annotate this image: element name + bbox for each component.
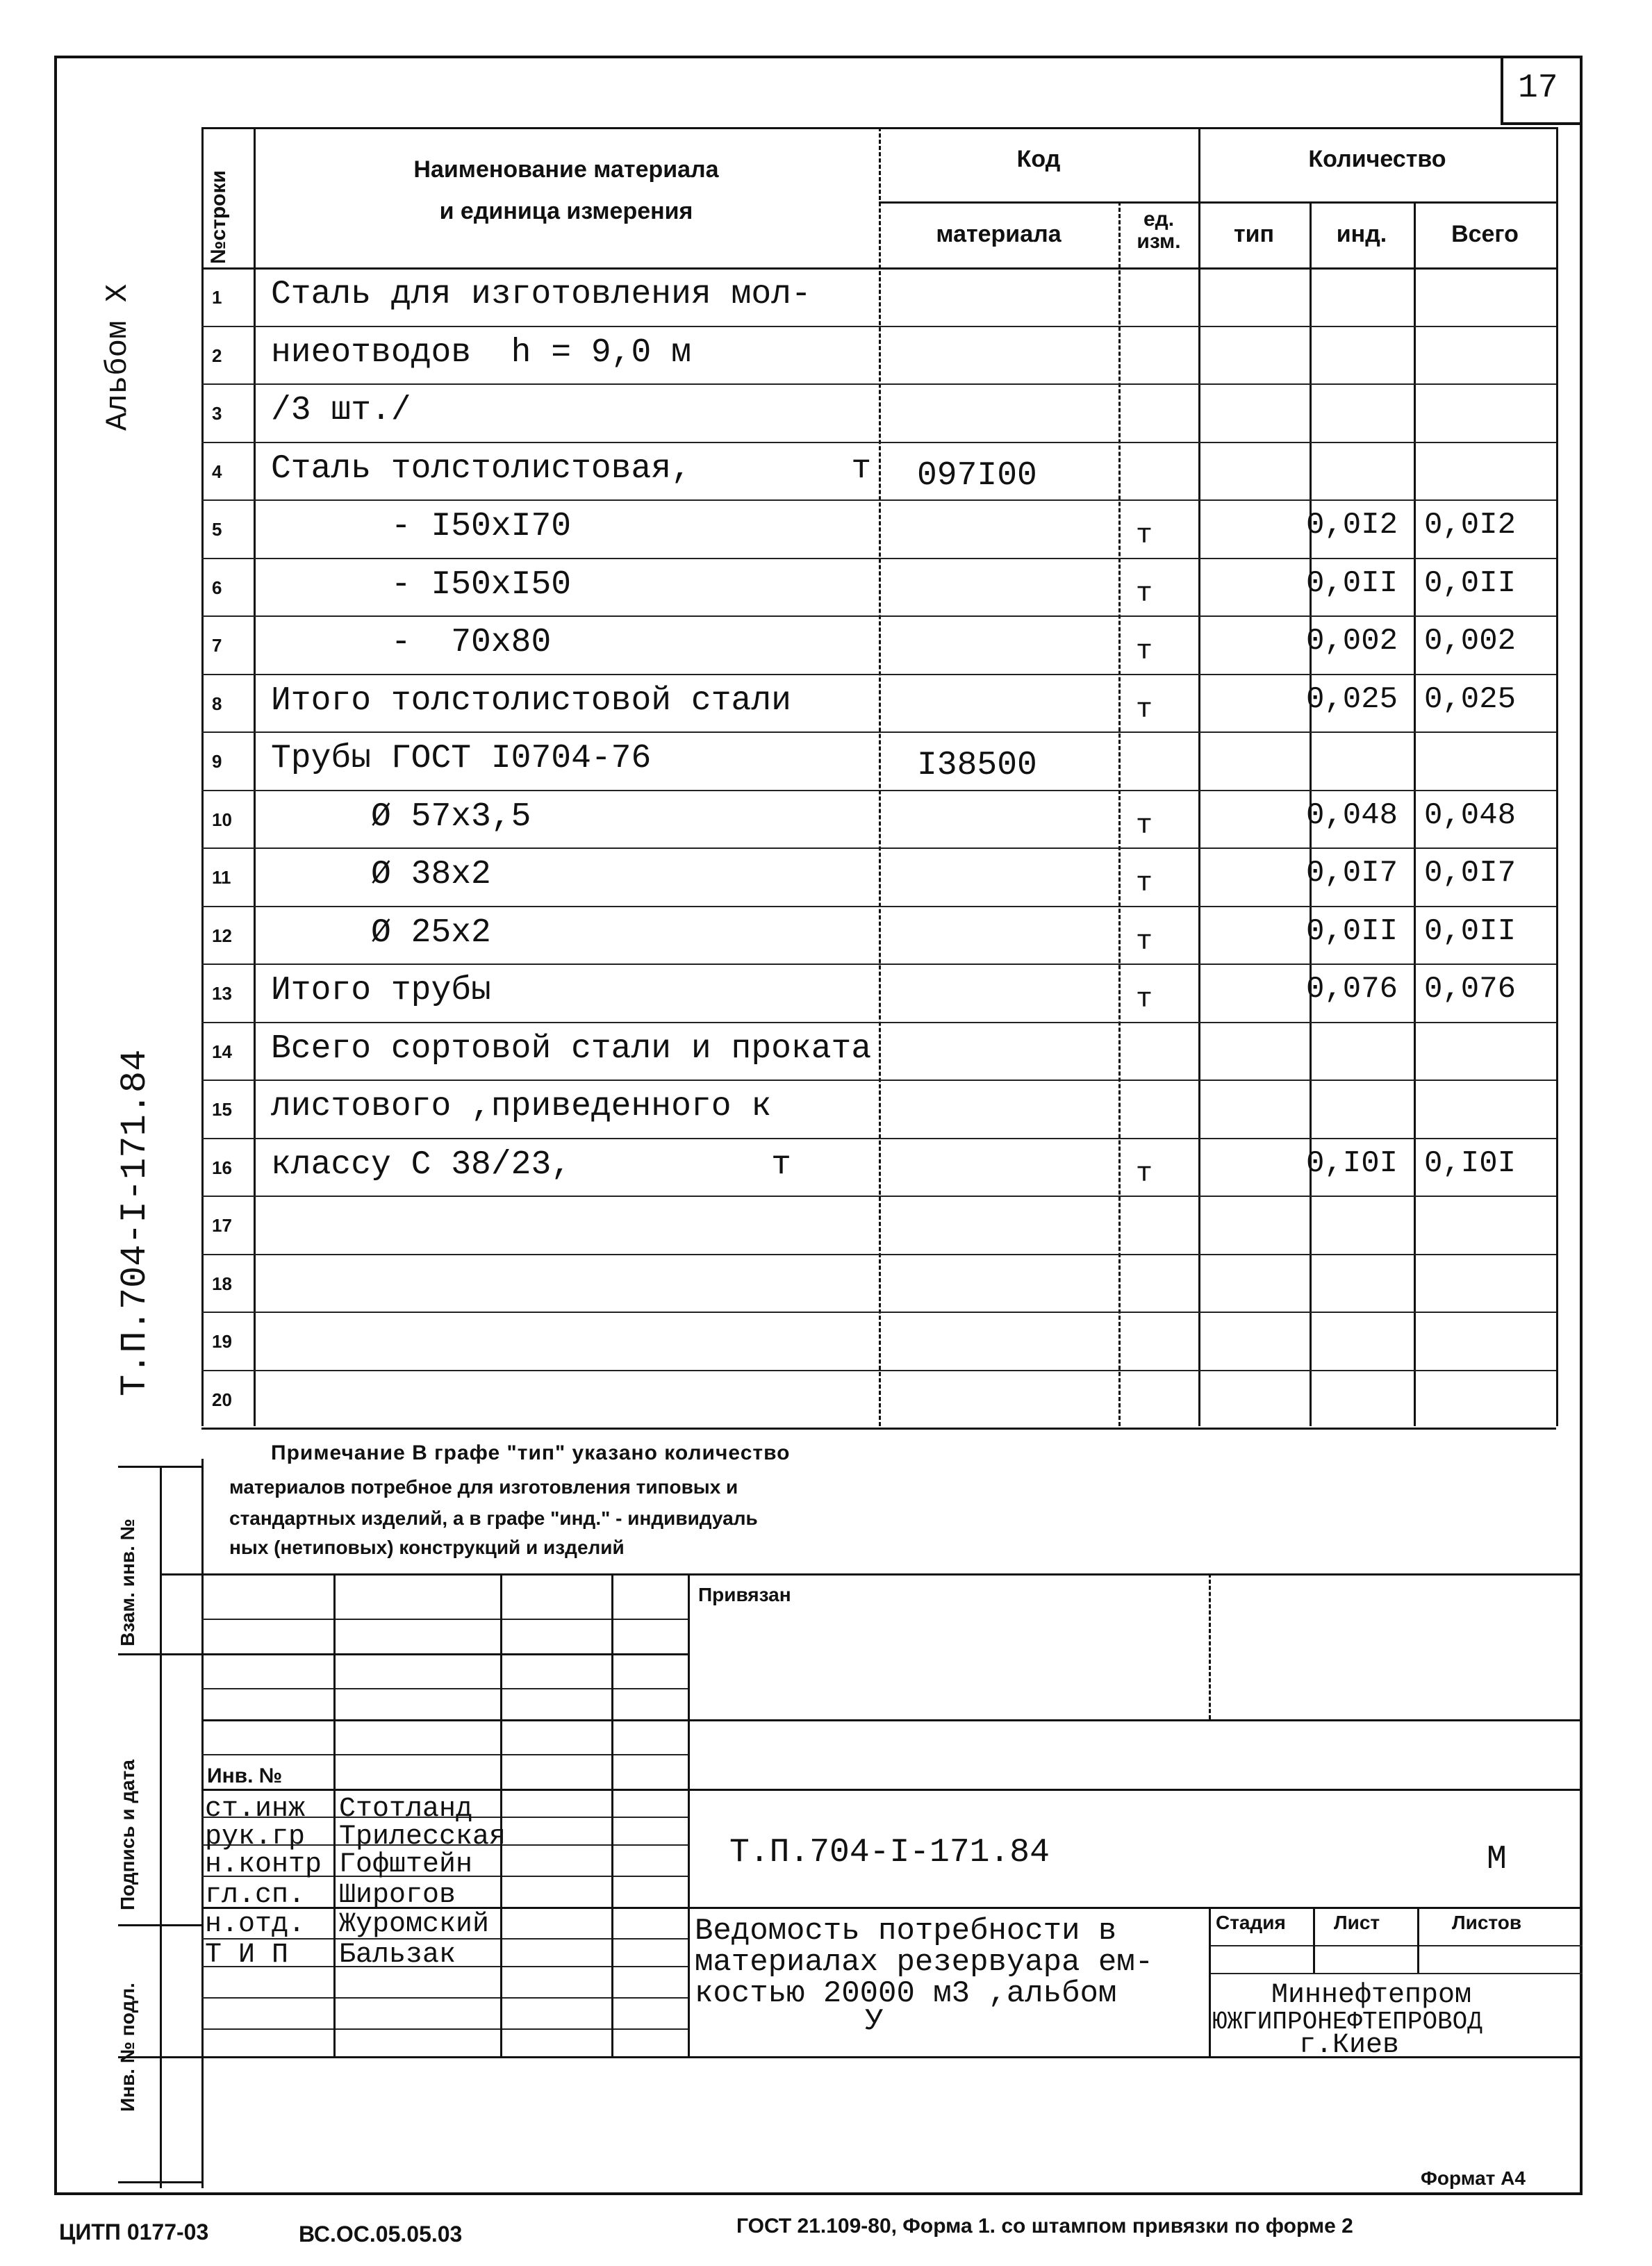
- row-total: 0,076: [1424, 972, 1517, 1007]
- row-unit: т: [1136, 636, 1153, 668]
- stamp-top-line: [160, 1573, 1583, 1576]
- row-code: I38500: [917, 747, 1037, 784]
- row-total: 0,0I2: [1424, 508, 1517, 543]
- stamp-col-line: [500, 1573, 502, 2056]
- stamp-line: [201, 1619, 688, 1620]
- row-ind: 0,0II: [1306, 565, 1398, 601]
- row-ind: 0,076: [1306, 972, 1398, 1007]
- row-line: [201, 499, 1556, 501]
- side-strip-divider: [118, 1466, 201, 1468]
- role-title: н.контр: [205, 1849, 322, 1880]
- note-line-2: материалов потребное для изготовления типовых и: [229, 1476, 738, 1498]
- header-code: Код: [1016, 146, 1061, 172]
- row-total: 0,I0I: [1424, 1146, 1517, 1181]
- row-unit: т: [1136, 694, 1153, 726]
- header-total: Всего: [1451, 221, 1519, 247]
- header-row-no: №строки: [207, 170, 230, 264]
- row-number: 14: [212, 1041, 232, 1062]
- row-number: 2: [212, 345, 222, 366]
- row-unit: т: [1136, 578, 1153, 610]
- stamp-org-3: г.Киев: [1299, 2030, 1400, 2061]
- row-total: 0,0II: [1424, 913, 1517, 949]
- stamp-line: [201, 1719, 1583, 1721]
- row-line: [201, 1022, 1556, 1023]
- row-unit: т: [1136, 520, 1153, 552]
- role-person: Стотланд: [339, 1794, 473, 1825]
- stamp-inv-no: Инв. №: [207, 1764, 283, 1787]
- stamp-col-line: [1209, 1573, 1211, 1719]
- role-person: Журомский: [339, 1909, 490, 1940]
- header-quantity: Количество: [1308, 146, 1446, 172]
- vzam-label: Взам. инв. №: [117, 1519, 138, 1646]
- row-number: 12: [212, 925, 232, 946]
- row-unit: т: [1136, 984, 1153, 1016]
- stamp-sheet-label: Лист: [1334, 1912, 1380, 1933]
- row-name: /3 шт./: [271, 392, 411, 429]
- header-material: материала: [936, 221, 1062, 247]
- row-number: 1: [212, 287, 222, 308]
- row-name: Ø 25x2: [271, 913, 491, 952]
- row-number: 6: [212, 577, 222, 598]
- role-title: н.отд.: [205, 1909, 306, 1940]
- note-line-3: стандартных изделий, а в графе "инд." - индивидуаль: [229, 1507, 758, 1529]
- row-name: листового ,приведенного к: [271, 1088, 772, 1125]
- row-total: 0,025: [1424, 681, 1517, 717]
- sign-date-label: Подпись и дата: [117, 1760, 138, 1910]
- stamp-org-1: Миннефтепром: [1271, 1980, 1472, 2011]
- role-person: Трилесская: [339, 1821, 506, 1853]
- row-line: [201, 1370, 1556, 1371]
- row-ind: 0,002: [1306, 624, 1398, 659]
- note-line-1: Примечание В графе "тип" указано количество: [271, 1441, 791, 1464]
- row-name: Всего сортовой стали и проката: [271, 1029, 872, 1068]
- row-line: [201, 558, 1556, 559]
- row-number: 17: [212, 1215, 232, 1236]
- header-type: тип: [1233, 221, 1275, 247]
- stamp-col-line: [1209, 1907, 1211, 2056]
- stamp-line: [201, 1789, 1583, 1791]
- ind-col-line: [1414, 201, 1416, 1426]
- stamp-sheets-label: Листов: [1452, 1912, 1522, 1933]
- row-name: Сталь для изготовления мол-: [271, 276, 811, 313]
- row-name: Трубы ГОСТ I0704-76: [271, 740, 652, 777]
- row-line: [201, 674, 1556, 675]
- row-number: 5: [212, 519, 222, 540]
- side-strip-line-2: [201, 1459, 204, 2188]
- row-unit: т: [1136, 926, 1153, 958]
- row-line: [201, 906, 1556, 907]
- role-person: Бальзак: [339, 1940, 456, 1971]
- album-label: Альбом X: [101, 283, 135, 431]
- row-ind: 0,0I7: [1306, 856, 1398, 891]
- row-unit: т: [1136, 1158, 1153, 1190]
- footer-standard: ГОСТ 21.109-80, Форма 1. со штампом привязки по форме 2: [736, 2215, 1353, 2238]
- row-line: [201, 1312, 1556, 1313]
- stamp-letter: М: [1487, 1841, 1507, 1878]
- row-number: 9: [212, 751, 222, 772]
- row-name: Итого толстолистовой стали: [271, 681, 791, 720]
- side-strip-divider: [118, 2181, 201, 2183]
- row-number: 11: [212, 867, 231, 888]
- side-strip-divider: [118, 1653, 201, 1655]
- row-number: 4: [212, 461, 222, 482]
- row-line: [201, 615, 1556, 617]
- row-line: [201, 1428, 1556, 1430]
- header-mid-line: [879, 201, 1556, 204]
- row-name: - I50xI50: [271, 565, 572, 604]
- side-strip-divider: [118, 1924, 201, 1926]
- row-total: 0,0I7: [1424, 856, 1517, 891]
- role-title: Т И П: [205, 1940, 289, 1971]
- row-name: классу С 38/23, т: [271, 1146, 791, 1184]
- footer-left-code-2: ВС.ОС.05.05.03: [299, 2222, 463, 2247]
- stamp-col-line: [611, 1573, 613, 2056]
- row-name: - 70x80: [271, 624, 552, 661]
- stamp-line: [201, 1997, 688, 1999]
- row-number: 20: [212, 1389, 232, 1410]
- row-total: 0,002: [1424, 624, 1517, 659]
- stamp-title-3: костью 20000 м3 ,альбом: [695, 1976, 1117, 2011]
- row-number: 15: [212, 1099, 232, 1120]
- row-line: [201, 1254, 1556, 1255]
- row-line: [201, 1138, 1556, 1139]
- row-number: 7: [212, 635, 222, 656]
- row-line: [201, 847, 1556, 849]
- stamp-line: [201, 1688, 688, 1689]
- row-line: [201, 383, 1556, 385]
- row-unit: т: [1136, 868, 1153, 900]
- row-line: [201, 442, 1556, 443]
- row-ind: 0,0I2: [1306, 508, 1398, 543]
- row-name: Ø 38x2: [271, 856, 491, 893]
- row-ind: 0,0II: [1306, 913, 1398, 949]
- stamp-col-line: [688, 1573, 690, 2056]
- row-total: 0,0II: [1424, 565, 1517, 601]
- row-line: [201, 964, 1556, 965]
- stamp-line: [201, 2028, 688, 2030]
- row-name: Итого трубы: [271, 972, 491, 1009]
- stamp-line: [201, 1653, 688, 1655]
- stamp-col-line: [1417, 1907, 1419, 1973]
- row-number: 19: [212, 1331, 232, 1352]
- stamp-doc-code: Т.П.704-I-171.84: [729, 1834, 1050, 1871]
- stamp-stage-label: Стадия: [1216, 1912, 1286, 1933]
- stamp-line: [1209, 1945, 1583, 1946]
- stamp-title-1: Ведомость потребности в: [695, 1914, 1117, 1949]
- note-line-4: ных (нетиповых) конструкций и изделий: [229, 1537, 625, 1558]
- name-col-line: [254, 127, 256, 1426]
- role-person: Широгов: [339, 1880, 456, 1911]
- sheet-number: 17: [1518, 69, 1558, 107]
- row-ind: 0,I0I: [1306, 1146, 1398, 1181]
- stamp-title-2: материалах резервуара ем-: [695, 1945, 1154, 1980]
- row-ind: 0,025: [1306, 681, 1398, 717]
- role-person: Гофштейн: [339, 1849, 473, 1880]
- role-title: гл.сп.: [205, 1880, 306, 1911]
- header-unit: ед. изм.: [1137, 208, 1181, 253]
- inv-no-label: Инв. № подл.: [117, 1983, 138, 2112]
- unit-col-line: [1118, 201, 1121, 1426]
- row-name: - I50xI70: [271, 508, 572, 545]
- row-line: [201, 790, 1556, 791]
- role-title: рук.гр: [205, 1821, 306, 1853]
- stamp-col-line: [1313, 1907, 1315, 1973]
- footer-left-code: ЦИТП 0177-03: [59, 2219, 209, 2244]
- privyazan-label: Привязан: [698, 1584, 791, 1605]
- stamp-line: [201, 1754, 688, 1755]
- row-total: 0,048: [1424, 797, 1517, 833]
- stamp-col-line: [333, 1573, 336, 2056]
- row-code: 097I00: [917, 456, 1037, 495]
- footer-format: Формат А4: [1421, 2167, 1526, 2189]
- row-name: Ø 57x3,5: [271, 797, 531, 836]
- row-number: 8: [212, 693, 222, 714]
- table-left-line: [201, 127, 204, 1426]
- stamp-title-4: У: [865, 2004, 884, 2039]
- row-number: 13: [212, 983, 232, 1004]
- stamp-line: [1209, 1973, 1583, 1974]
- header-ind: инд.: [1336, 221, 1387, 247]
- row-line: [201, 1196, 1556, 1197]
- role-title: ст.инж: [205, 1794, 306, 1825]
- header-name-2: и единица измерения: [439, 198, 693, 224]
- row-unit: т: [1136, 810, 1153, 842]
- row-ind: 0,048: [1306, 797, 1398, 833]
- row-name: ниеотводов h = 9,0 м: [271, 333, 691, 372]
- row-number: 3: [212, 403, 222, 424]
- row-number: 16: [212, 1157, 232, 1178]
- table-right-line: [1556, 127, 1558, 1426]
- row-line: [201, 1080, 1556, 1081]
- project-label: Т.П.704-I-171.84: [115, 1049, 156, 1396]
- row-line: [201, 731, 1556, 733]
- row-number: 10: [212, 809, 232, 830]
- stamp-org-2: ЮЖГИПРОНЕФТЕПРОВОД: [1212, 2008, 1482, 2036]
- code-col-line: [879, 127, 881, 1426]
- row-line: [201, 326, 1556, 327]
- row-name: Сталь толстолистовая, т: [271, 449, 872, 488]
- header-name: Наименование материала: [413, 156, 719, 183]
- row-number: 18: [212, 1273, 232, 1294]
- qty-col-line: [1198, 127, 1200, 1426]
